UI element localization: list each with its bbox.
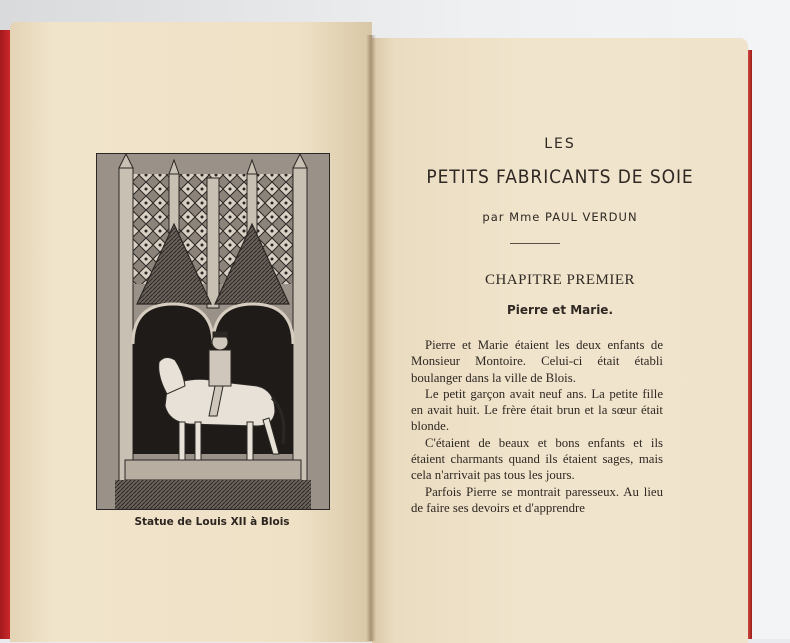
author-line: par Mme PAUL VERDUN (482, 210, 638, 224)
book-title: PETITS FABRICANTS DE SOIE (426, 166, 694, 188)
title-divider (510, 243, 560, 244)
book-gutter (366, 35, 376, 641)
paragraph: Parfois Pierre se montrait paresseux. Au lieu de faire ses devoirs et d'apprendre (411, 484, 663, 515)
series-label: LES (544, 136, 576, 152)
statue-engraving (96, 153, 330, 510)
paragraph: C'étaient de beaux et bons enfants et ils étaient charmants quand ils étaient sages, mais cela n'arrivait pas tous les jours. (411, 435, 663, 483)
chapter-subtitle: Pierre et Marie. (506, 303, 614, 317)
chapter-heading: CHAPITRE PREMIER (484, 272, 636, 288)
chapter-body (411, 337, 663, 516)
illustration-caption: Statue de Louis XII à Blois (134, 516, 290, 528)
paragraph: Le petit garçon avait neuf ans. La petite fille en avait huit. Le frère était brun et la sœur était blonde. (411, 386, 663, 434)
paragraph: Pierre et Marie étaient les deux enfants de Monsieur Montoire. Celui-ci était établi boulanger dans la ville de Blois. (411, 338, 663, 385)
